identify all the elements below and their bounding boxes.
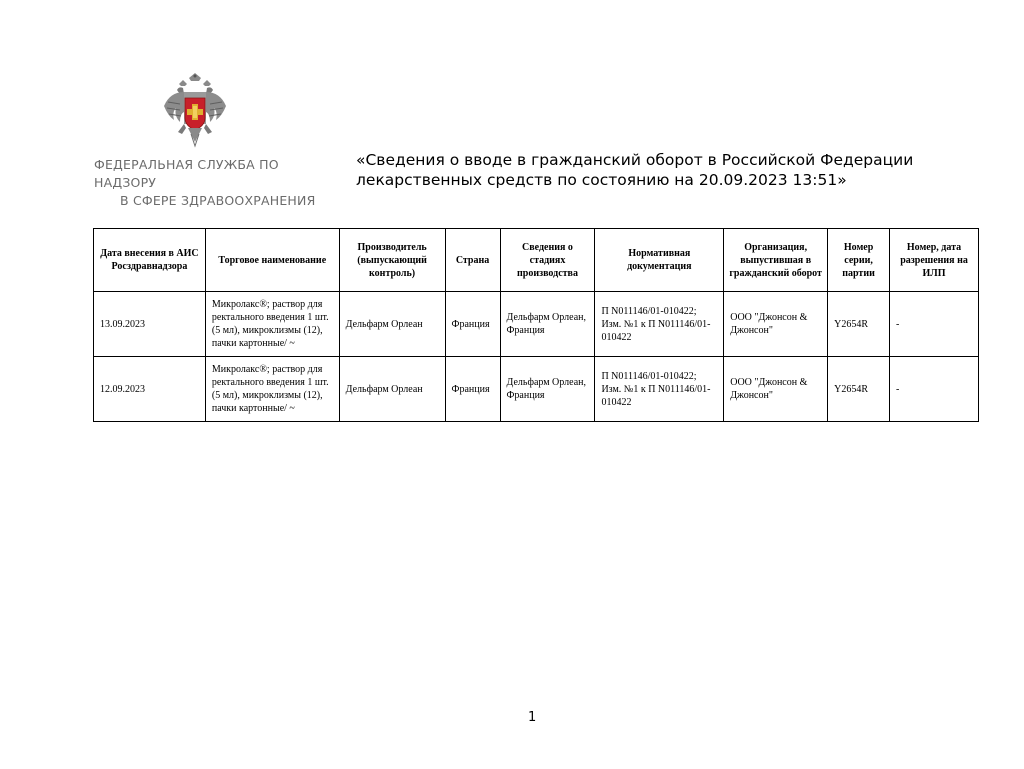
double-headed-eagle-emblem-icon [162,72,228,148]
column-header-permit: Номер, дата разрешения на ИЛП [890,229,979,292]
cell-date: 13.09.2023 [94,292,206,357]
cell-organization: ООО "Джонсон & Джонсон" [724,292,828,357]
document-title-line1: «Сведения о вводе в гражданский оборот в Российской Федерации [356,151,914,169]
table-header-row [94,229,979,292]
cell-country: Франция [445,292,500,357]
agency-name-line1: ФЕДЕРАЛЬНАЯ СЛУЖБА ПО НАДЗОРУ [94,157,279,190]
cell-series-number: Y2654R [828,357,890,422]
column-header-production-stages: Сведения о стадиях производства [500,229,595,292]
cell-organization: ООО "Джонсон & Джонсон" [724,357,828,422]
agency-name [88,156,318,210]
table-row [94,357,979,422]
page-number: 1 [528,710,537,725]
cell-permit: - [890,292,979,357]
circulation-data-table [93,228,979,422]
cell-manufacturer: Дельфарм Орлеан [339,357,445,422]
document-title [356,150,956,190]
cell-permit: - [890,357,979,422]
column-header-regulatory-docs: Нормативная документация [595,229,724,292]
cell-country: Франция [445,357,500,422]
document-title-line2: лекарственных средств по состоянию на 20.09.2023 13:51» [356,171,847,189]
column-header-series-number: Номер серии, партии [828,229,890,292]
cell-trade-name: Микролакс®; раствор для ректального введения 1 шт. (5 мл), микроклизмы (12), пачки картонные/ ~ [205,357,339,422]
cell-regulatory-docs: П N011146/01-010422; Изм. №1 к П N011146/01-010422 [595,292,724,357]
table-row [94,292,979,357]
column-header-country: Страна [445,229,500,292]
cell-regulatory-docs: П N011146/01-010422; Изм. №1 к П N011146/01-010422 [595,357,724,422]
cell-series-number: Y2654R [828,292,890,357]
cell-date: 12.09.2023 [94,357,206,422]
cell-production-stages: Дельфарм Орлеан, Франция [500,357,595,422]
cell-production-stages: Дельфарм Орлеан, Франция [500,292,595,357]
column-header-trade-name: Торговое наименование [205,229,339,292]
agency-name-line2: В СФЕРЕ ЗДРАВООХРАНЕНИЯ [120,193,316,208]
cell-trade-name: Микролакс®; раствор для ректального введения 1 шт. (5 мл), микроклизмы (12), пачки картонные/ ~ [205,292,339,357]
cell-manufacturer: Дельфарм Орлеан [339,292,445,357]
column-header-date: Дата внесения в АИС Росздравнадзора [94,229,206,292]
column-header-manufacturer: Производитель (выпускающий контроль) [339,229,445,292]
column-header-organization: Организация, выпустившая в гражданский оборот [724,229,828,292]
